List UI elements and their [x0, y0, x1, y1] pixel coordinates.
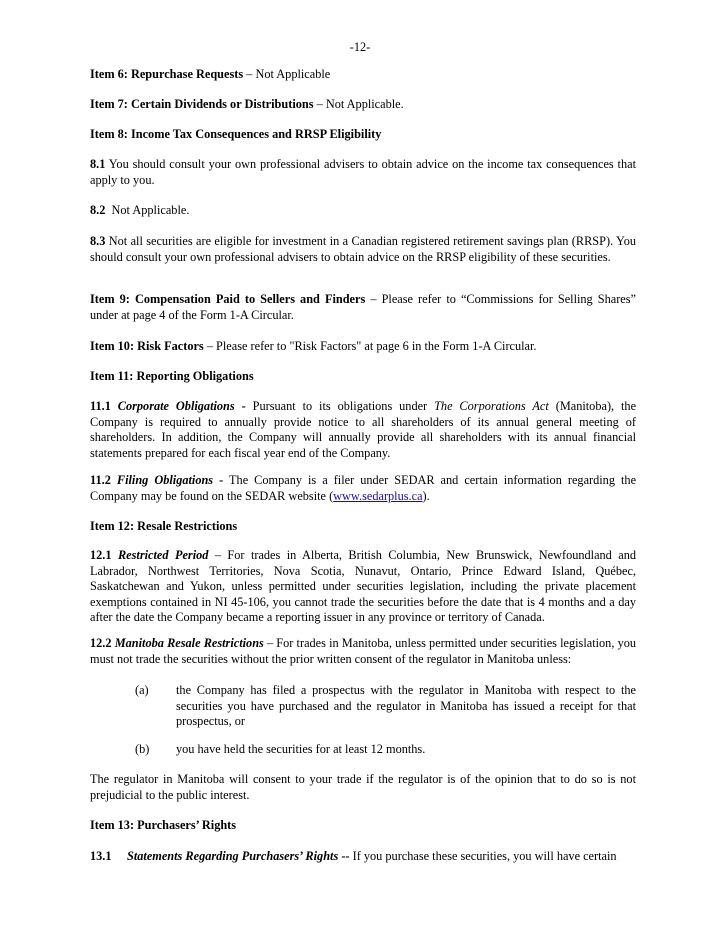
paragraph-number: 12.1: [90, 548, 112, 562]
item-7-heading: Item 7: Certain Dividends or Distributions: [90, 97, 314, 111]
separator: -: [241, 399, 246, 413]
item-12-heading-text: Item 12: Resale Restrictions: [90, 519, 238, 533]
item-9: [90, 292, 636, 323]
item-8-heading-text: Item 8: Income Tax Consequences and RRSP Eligibility: [90, 127, 382, 141]
paragraph-text-b: (Manitoba), the Company is required to annually provide notice to all shareholders of its annual general meeting of shareholders. In addition, the Company will annually provide all shareholders with its annual financial statements prepared for each fiscal year end of the Company.: [90, 399, 637, 460]
paragraph-number: 12.2: [90, 636, 112, 650]
paragraph-8-3: [90, 234, 636, 265]
paragraph-number: 8.3: [90, 234, 106, 248]
page-number: -12-: [349, 40, 371, 54]
item-11-heading: [90, 369, 636, 385]
item-9-text: Please refer to “Commissions for Selling Shares” under at page 4 of the Form 1-A Circular.: [90, 292, 637, 322]
paragraph-text-b: ).: [422, 488, 430, 503]
item-6-text: Not Applicable: [255, 67, 331, 81]
item-12-closing: [90, 772, 636, 803]
paragraph-text: You should consult your own professional advisers to obtain advice on the income tax consequences that apply to you.: [90, 157, 636, 187]
sub-item-b: [90, 742, 636, 758]
item-9-heading: Item 9: Compensation Paid to Sellers and Finders: [90, 292, 366, 306]
paragraph-8-2: [90, 203, 636, 219]
item-10-text: Please refer to "Risk Factors" at page 6 in the Form 1-A Circular.: [216, 339, 537, 353]
item-6-heading: Item 6: Repurchase Requests: [90, 67, 244, 81]
paragraph-text: – For trades in Alberta, British Columbia, New Brunswick, Newfoundland and Labrador, Northwest Territories, Nova Scotia, Nunavut, Ontario, Prince Edward Island, Québec, Saskatchewan and Yukon, unless permitted under securities legislation, including the private placement exemptions contained in NI 45-106, you cannot trade the securities before the date that is 4 months and a day after the date the Company became a reporting issuer in any province or territory of Canada.: [90, 548, 637, 625]
act-name: The Corporations Act: [434, 399, 549, 413]
item-11-heading-text: Item 11: Reporting Obligations: [90, 369, 254, 383]
dash: –: [206, 339, 213, 353]
paragraph-title: Manitoba Resale Restrictions: [114, 636, 264, 650]
item-13-heading-text: Item 13: Purchasers’ Rights: [90, 818, 237, 832]
paragraph-title: Statements Regarding Purchasers’ Rights: [127, 849, 339, 863]
paragraph-number: 8.2: [90, 203, 106, 217]
item-10: [90, 339, 636, 355]
sub-item-label: (a): [135, 683, 149, 697]
paragraph-8-1: [90, 157, 636, 188]
dash: –: [316, 97, 323, 111]
item-7: [90, 97, 636, 113]
dash: –: [246, 67, 253, 81]
paragraph-11-1: [90, 399, 636, 461]
paragraph-number: 11.2: [90, 473, 111, 487]
closing-text: The regulator in Manitoba will consent to your trade if the regulator is of the opinion that to do so is not prejudicial to the public interest.: [90, 772, 636, 802]
sub-item-text: the Company has filed a prospectus with the regulator in Manitoba with respect to the securities you have purchased and the regulator in Manitoba has issued a receipt for that prospectus, or: [176, 683, 636, 729]
sub-item-label: (b): [135, 742, 150, 756]
paragraph-number: 11.1: [90, 399, 111, 413]
paragraph-13-1: [90, 849, 636, 865]
paragraph-title: Restricted Period: [117, 548, 209, 562]
paragraph-text: If you purchase these securities, you will have certain: [352, 849, 617, 863]
paragraph-body: [127, 849, 617, 865]
paragraph-text-a: Pursuant to its obligations under: [252, 399, 428, 413]
item-10-heading: Item 10: Risk Factors: [90, 339, 204, 353]
paragraph-text-a: The Company is a filer under SEDAR and certain information regarding the Company may be found on the SEDAR website (: [90, 473, 637, 503]
paragraph-number: 8.1: [90, 157, 106, 171]
dash: –: [370, 292, 377, 306]
sub-item-text: you have held the securities for at least 12 months.: [176, 742, 426, 756]
item-13-heading: [90, 818, 636, 834]
item-7-text: Not Applicable.: [325, 97, 404, 111]
paragraph-12-1: [90, 548, 636, 626]
item-6: [90, 67, 636, 83]
separator: -: [219, 473, 224, 487]
paragraph-text: – For trades in Manitoba, unless permitted under securities legislation, you must not trade the securities without the prior written consent of the regulator in Manitoba unless:: [90, 636, 637, 666]
paragraph-11-2: [90, 473, 636, 504]
item-12-heading: [90, 519, 636, 535]
paragraph-title: Filing Obligations: [116, 473, 214, 487]
separator: --: [341, 849, 350, 863]
sub-item-a: [90, 683, 636, 731]
paragraph-title: Corporate Obligations: [117, 399, 235, 413]
paragraph-text: Not Applicable.: [111, 203, 190, 217]
sedar-website-link[interactable]: www.sedarplus.ca: [333, 488, 423, 503]
paragraph-number: 13.1: [90, 849, 112, 863]
paragraph-12-2: [90, 636, 636, 667]
item-8-heading: [90, 127, 636, 143]
paragraph-text: Not all securities are eligible for investment in a Canadian registered retirement savings plan (RRSP). You should consult your own professional advisers to obtain advice on the RRSP eligibility of these securities.: [90, 234, 636, 264]
